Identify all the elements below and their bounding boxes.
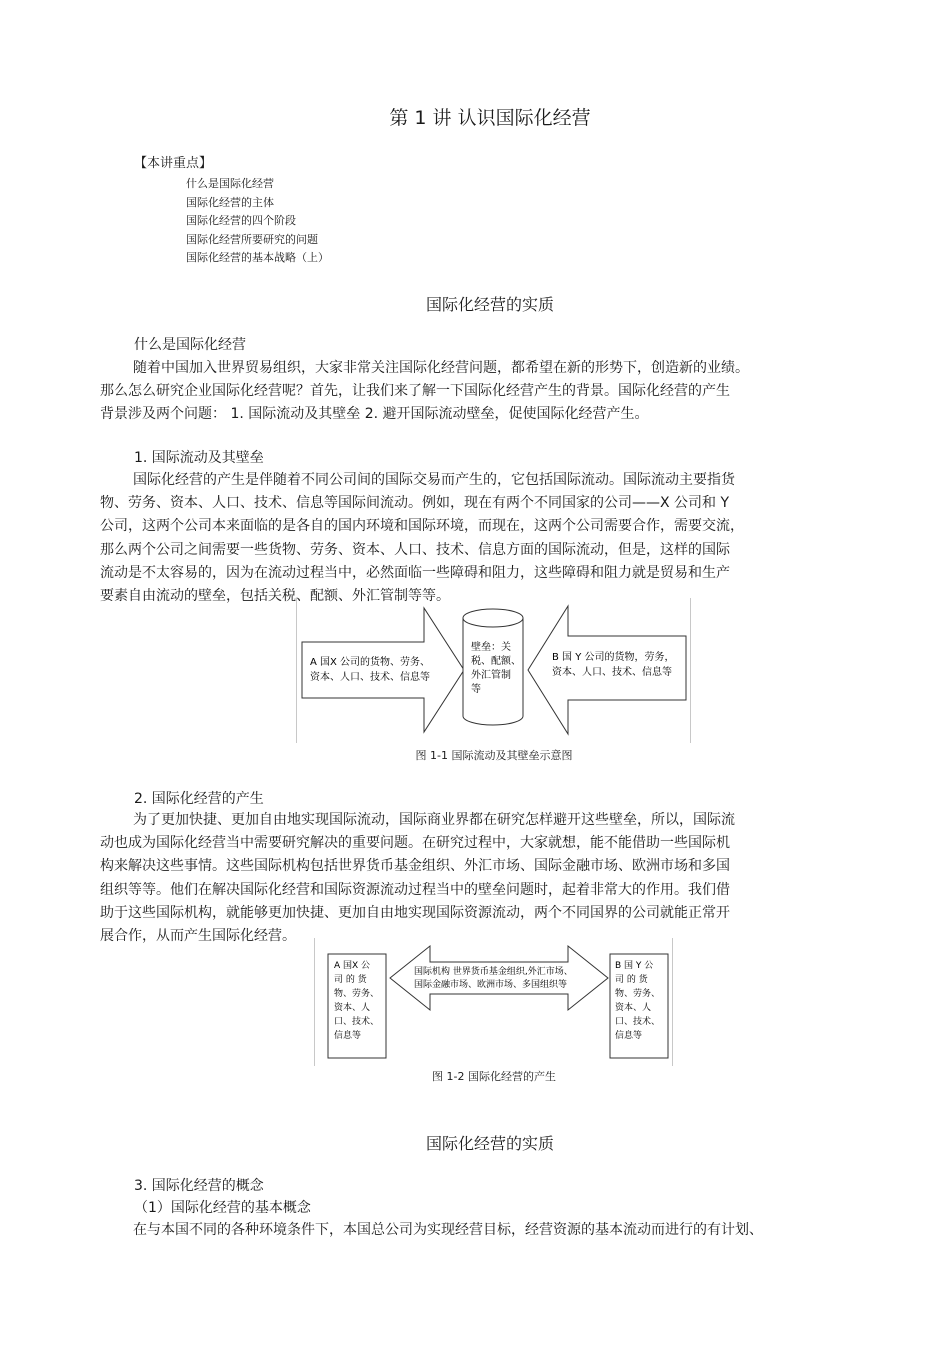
item3-heading: 3. 国际化经营的概念 [134, 1178, 264, 1194]
text-line: 背景涉及两个问题： 1. 国际流动及其壁垒 2. 避开国际流动壁垒，促使国际化经营产生。 [100, 406, 649, 423]
text-line: 构来解决这些事情。这些国际机构包括世界货币基金组织、外汇市场、国际金融市场、欧洲市场和多国 [100, 858, 730, 875]
left-box-text: 信息等 [334, 1031, 362, 1041]
item2-paragraph [100, 809, 735, 948]
left-arrow-shape [302, 608, 464, 732]
left-box-text: 资本、人 [334, 1003, 371, 1013]
figure-production-diagram [314, 938, 674, 1068]
text-line: 公司，这两个公司本来面临的是各自的国内环境和国际环境，而现在，这两个公司需要合作，需要交流， [100, 518, 744, 535]
text-line: 流动是不太容易的，因为在流动过程当中，必然面临一些障碍和阻力，这些障碍和阻力就是贸易和生产 [100, 564, 730, 581]
text-line: 助于这些国际机构，就能够更加快捷、更加自由地实现国际资源流动，两个不同国界的公司就能正常开 [100, 904, 730, 921]
text-line: 展合作，从而产生国际化经营。 [100, 927, 296, 944]
key-point-item: 国际化经营的四个阶段 [186, 214, 296, 227]
text-line: 在与本国不同的各种环境条件下，本国总公司为实现经营目标，经营资源的基本流动而进行的有计划、 [133, 1222, 763, 1238]
barrier-text: 等 [471, 684, 481, 695]
right-box-text: 资本、人 [615, 1003, 652, 1013]
key-points-label: 【本讲重点】 [134, 156, 213, 171]
cylinder-top [463, 609, 523, 627]
text-line: 那么两个公司之间需要一些货物、劳务、资本、人口、技术、信息方面的国际流动，但是，这样的国际 [100, 541, 730, 558]
barrier-text: 外汇管制 [471, 670, 511, 681]
right-arrow-text: B 国 Y 公司的货物，劳务， [552, 652, 675, 663]
text-line: 动也成为国际化经营当中需要研究解决的重要问题。在研究过程中，大家就想，能不能借助一些国际机 [100, 835, 730, 852]
text-line: 国际化经营的产生是伴随着不同公司间的国际交易而产生的，它包括国际流动。国际流动主要指货 [133, 472, 735, 488]
key-point-item: 国际化经营所要研究的问题 [186, 233, 318, 246]
subheading: 什么是国际化经营 [134, 337, 246, 353]
barrier-text: 税、配额、 [471, 656, 521, 667]
key-point-item: 国际化经营的基本战略（上） [186, 251, 329, 264]
left-box-text: A 国X 公 [334, 961, 371, 971]
double-arrow-shape [390, 946, 608, 1010]
barrier-text: 壁垒：关 [471, 642, 511, 653]
right-box-text: 信息等 [615, 1031, 643, 1041]
left-box-text: 口、技术、 [334, 1017, 380, 1027]
key-point-item: 什么是国际化经营 [186, 177, 274, 190]
section-title: 国际化经营的实质 [425, 1134, 554, 1153]
text-line: 组织等等。他们在解决国际化经营和国际资源流动过程当中的壁垒问题时，起着非常大的作用。我们借 [100, 881, 730, 898]
left-box-text: 司 的 货 [334, 975, 367, 985]
sub-heading: （1）国际化经营的基本概念 [134, 1200, 311, 1216]
intro-paragraph [100, 357, 749, 427]
right-box-text: 物、劳务、 [615, 989, 661, 999]
left-arrow-text: A 国X 公司的货物、劳务、 [310, 657, 431, 668]
arrow-text: 国际机构 世界货币基金组织,外汇市场、 [414, 967, 573, 977]
right-arrow-text: 资本、人口、技术、信息等 [552, 667, 672, 678]
item2-heading: 2. 国际化经营的产生 [134, 791, 264, 807]
right-box-text: 口、技术、 [615, 1017, 661, 1027]
left-box-text: 物、劳务、 [334, 989, 380, 999]
left-arrow-text: 资本、人口、技术、信息等 [310, 672, 430, 683]
item1-paragraph [100, 469, 744, 608]
text-line: 物、劳务、资本、人口、技术、信息等国际间流动。例如，现在有两个不同国家的公司——X 公司和 Y [100, 495, 730, 512]
text-line: 那么怎么研究企业国际化经营呢？首先，让我们来了解一下国际化经营产生的背景。国际化经营的产生 [100, 383, 730, 400]
figure1-caption: 图 1-1 国际流动及其壁垒示意图 [415, 749, 573, 762]
item1-heading: 1. 国际流动及其壁垒 [134, 450, 264, 466]
arrow-text: 国际金融市场、欧洲市场、多国组织等 [414, 980, 568, 990]
text-line: 为了更加快捷、更加自由地实现国际流动，国际商业界都在研究怎样避开这些壁垒，所以，国际流 [133, 812, 735, 828]
key-point-item: 国际化经营的主体 [186, 196, 274, 209]
figure2-caption: 图 1-2 国际化经营的产生 [432, 1070, 556, 1083]
right-box-text: B 国 Y 公 [615, 961, 654, 971]
text-line: 要素自由流动的壁垒，包括关税、配额、外汇管制等等。 [100, 587, 450, 604]
section-title: 国际化经营的实质 [425, 295, 554, 314]
text-line: 随着中国加入世界贸易组织，大家非常关注国际化经营问题，都希望在新的形势下，创造新的业绩。 [133, 360, 749, 376]
page-title: 第 1 讲 认识国际化经营 [389, 107, 591, 129]
figure-barrier-diagram [296, 598, 692, 746]
right-box-text: 司 的 货 [615, 975, 648, 985]
